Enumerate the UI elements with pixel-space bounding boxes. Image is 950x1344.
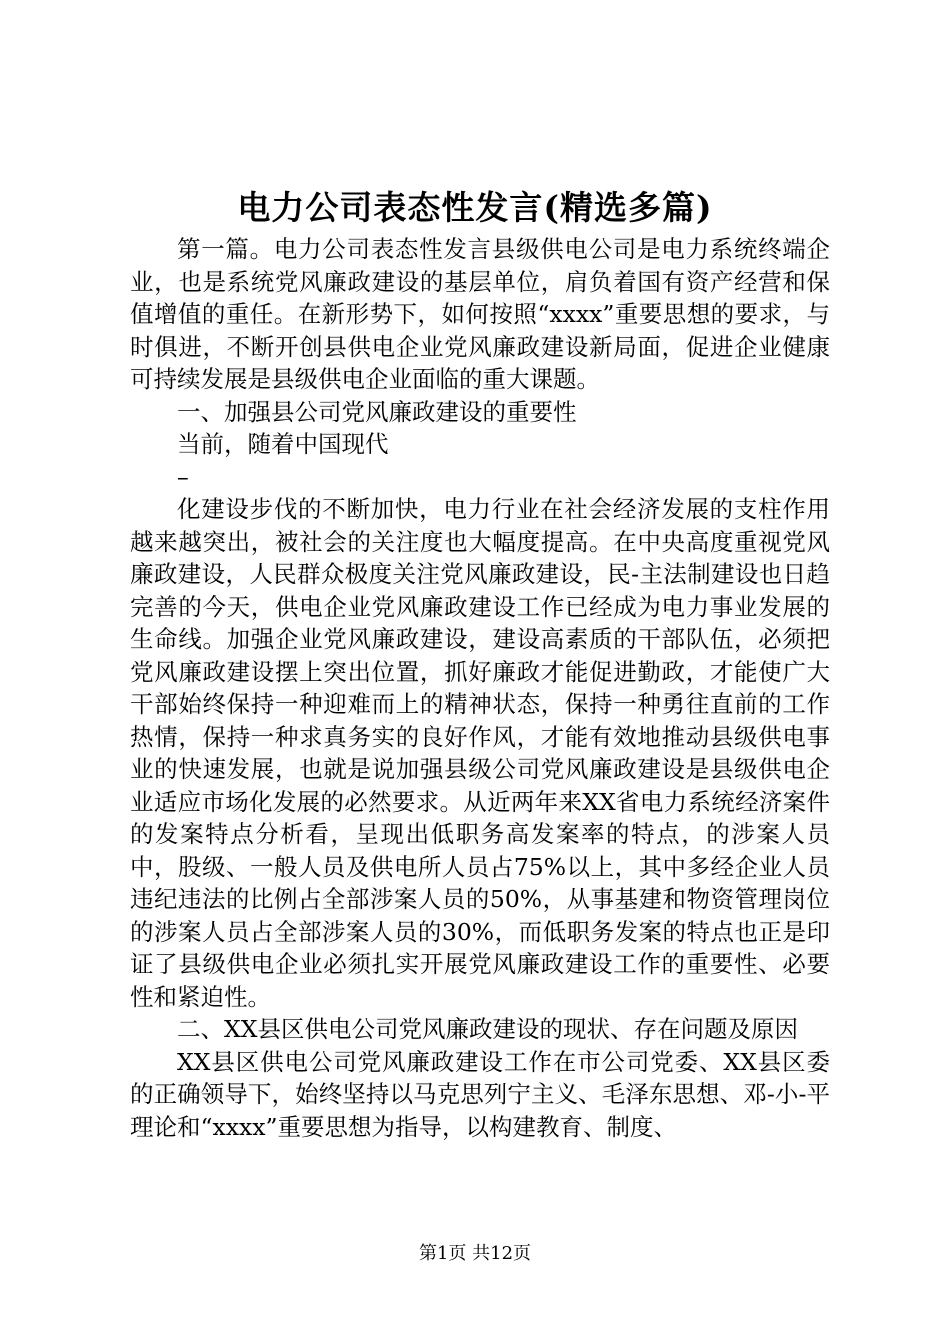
paragraph-fragment: 当前，随着中国现代 bbox=[177, 430, 389, 458]
section-heading-2: 二、XX县区供电公司党风廉政建设的现状、存在问题及原因 bbox=[177, 1015, 798, 1043]
section-heading-1: 一、加强县公司党风廉政建设的重要性 bbox=[177, 397, 577, 426]
page-number-footer: 第1页 共12页 bbox=[418, 1243, 532, 1264]
paragraph-status: XX县区供电公司党风廉政建设工作在市公司党委、XX县区委的正确领导下，始终坚持以马克思列宁主义、毛泽东思想、邓-小-平理论和“xxxx”重要思想为指导，以构建教育、制度、 bbox=[130, 1047, 830, 1141]
paragraph-intro: 第一篇。电力公司表态性发言县级供电公司是电力系统终端企业，也是系统党风廉政建设的基层单位，肩负着国有资产经营和保值增值的重任。在新形势下，如何按照“xxxx”重要思想的要求，与时俱进，不断开创县供电企业党风廉政建设新局面，促进企业健康可持续发展是县级供电企业面临的重大课题。 bbox=[130, 235, 830, 393]
document-body bbox=[130, 233, 830, 1143]
document-title: 电力公司表态性发言(精选多篇) bbox=[237, 188, 713, 227]
paragraph-importance: 化建设步伐的不断加快，电力行业在社会经济发展的支柱作用越来越突出，被社会的关注度也大幅度提高。在中央高度重视党风廉政建设，人民群众极度关注党风廉政建设，民-主法制建设也日趋完善的今天，供电企业党风廉政建设工作已经成为电力事业发展的生命线。加强企业党风廉政建设，建设高素质的干部队伍，必须把党风廉政建设摆上突出位置，抓好廉政才能促进勤政，才能使广大干部始终保持一种迎难而上的精神状态，保持一种勇往直前的工作热情，保持一种求真务实的良好作风，才能有效地推动县级供电事业的快速发展，也就是说加强县级公司党风廉政建设是县级供电企业适应市场化发展的必然要求。从近两年来XX省电力系统经济案件的发案特点分析看，呈现出低职务高发案率的特点，的涉案人员中，股级、一般人员及供电所人员占75%以上，其中多经企业人员违纪违法的比例占全部涉案人员的50%，从事基建和物资管理岗位的涉案人员占全部涉案人员的30%，而低职务发案的特点也正是印证了县级供电企业必须扎实开展党风廉政建设工作的重要性、必要性和紧迫性。 bbox=[130, 495, 830, 1011]
page-break-dash: – bbox=[177, 462, 189, 491]
